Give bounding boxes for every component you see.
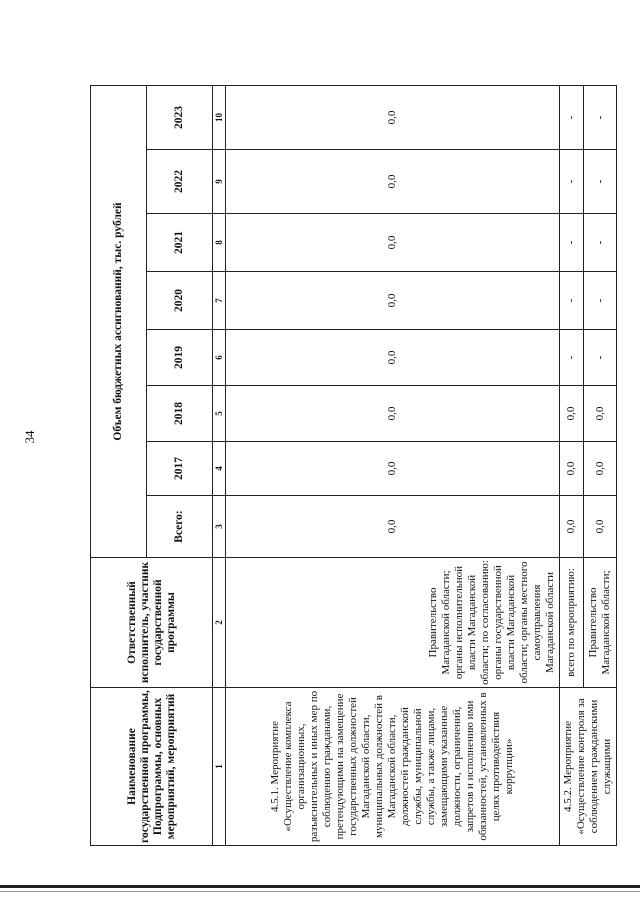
measure-4-5-1-2023: 0,0: [226, 86, 560, 150]
header-program-name: Наименование государственной программы, Подпрограммы, основных мероприятий, мероприятий: [91, 688, 213, 846]
index-cell: 4: [213, 442, 226, 496]
measure-4-5-2-gov-2020: -: [584, 272, 617, 330]
measure-4-5-2-total-2023: -: [560, 86, 584, 150]
page-number: 34: [22, 430, 37, 444]
measure-4-5-1-2018: 0,0: [226, 386, 560, 442]
measure-4-5-1-2017: 0,0: [226, 442, 560, 496]
index-cell: 10: [213, 86, 226, 150]
index-row: [213, 86, 226, 846]
measure-4-5-1-total: 0,0: [226, 496, 560, 558]
measure-4-5-2-total-2017: 0,0: [560, 442, 584, 496]
measure-4-5-1-2020: 0,0: [226, 272, 560, 330]
header-year-2021: 2021: [147, 214, 213, 272]
measure-4-5-2-gov-2019: -: [584, 330, 617, 386]
measure-4-5-2-total-2019: -: [560, 330, 584, 386]
measure-4-5-2-government-executor: Правительство Магаданской области;: [584, 558, 617, 688]
index-cell: 2: [213, 558, 226, 688]
index-cell: 9: [213, 150, 226, 214]
header-executor: Ответственный исполнитель, участник государственной программы: [91, 558, 213, 688]
table-row: [226, 86, 560, 846]
measure-4-5-2-total-2020: -: [560, 272, 584, 330]
index-cell: 5: [213, 386, 226, 442]
header-total: Всего:: [147, 496, 213, 558]
measure-4-5-1-2019: 0,0: [226, 330, 560, 386]
measure-4-5-2-total-2018: 0,0: [560, 386, 584, 442]
bottom-scan-line: [0, 891, 640, 892]
header-budget-group: Объем бюджетных ассигнований, тыс. рублей: [91, 86, 147, 558]
measure-4-5-2-total-2022: -: [560, 150, 584, 214]
header-year-2018: 2018: [147, 386, 213, 442]
budget-table: [90, 85, 617, 846]
measure-4-5-1-name: 4.5.1. Мероприятие «Осуществление комплекса организационных, разъяснительных и иных мер по соблюдению гражданами, претендующими на замещение государственных должностей Магаданской области, муниципальных должностей в Магаданской области, должностей гражданской службы, муниципальной службы, а также лицами, замещающими указанные должности, ограничений, запретов и исполнению ими обязанностей, установленных в целях противодействия коррупции»: [226, 688, 560, 846]
measure-4-5-2-gov-2022: -: [584, 150, 617, 214]
header-year-2017: 2017: [147, 442, 213, 496]
measure-4-5-2-gov-2018: 0,0: [584, 386, 617, 442]
measure-4-5-1-2021: 0,0: [226, 214, 560, 272]
measure-4-5-2-name: 4.5.2. Мероприятие «Осуществление контроля за соблюдением гражданскими служащими: [560, 688, 617, 846]
index-cell: 8: [213, 214, 226, 272]
measure-4-5-2-gov-2023: -: [584, 86, 617, 150]
measure-4-5-2-gov-2021: -: [584, 214, 617, 272]
measure-4-5-2-total-2021: -: [560, 214, 584, 272]
measure-4-5-2-total-value: 0,0: [560, 496, 584, 558]
index-cell: 3: [213, 496, 226, 558]
header-year-2020: 2020: [147, 272, 213, 330]
measure-4-5-2-gov-2017: 0,0: [584, 442, 617, 496]
measure-4-5-1-2022: 0,0: [226, 150, 560, 214]
bottom-scan-edge: [0, 885, 640, 888]
index-cell: 7: [213, 272, 226, 330]
measure-4-5-2-total-executor: всего по мероприятию:: [560, 558, 584, 688]
index-cell: 6: [213, 330, 226, 386]
index-cell: 1: [213, 688, 226, 846]
header-year-2019: 2019: [147, 330, 213, 386]
rotated-table-container: [90, 86, 613, 846]
measure-4-5-1-executor: Правительство Магаданской области; органы исполнительной власти Магаданской области; по согласованию: органы государственной власти Магаданской области; органы местного самоуправления Магаданской области: [226, 558, 560, 688]
header-year-2023: 2023: [147, 86, 213, 150]
table-row: [560, 86, 584, 846]
header-year-2022: 2022: [147, 150, 213, 214]
measure-4-5-2-gov-value: 0,0: [584, 496, 617, 558]
